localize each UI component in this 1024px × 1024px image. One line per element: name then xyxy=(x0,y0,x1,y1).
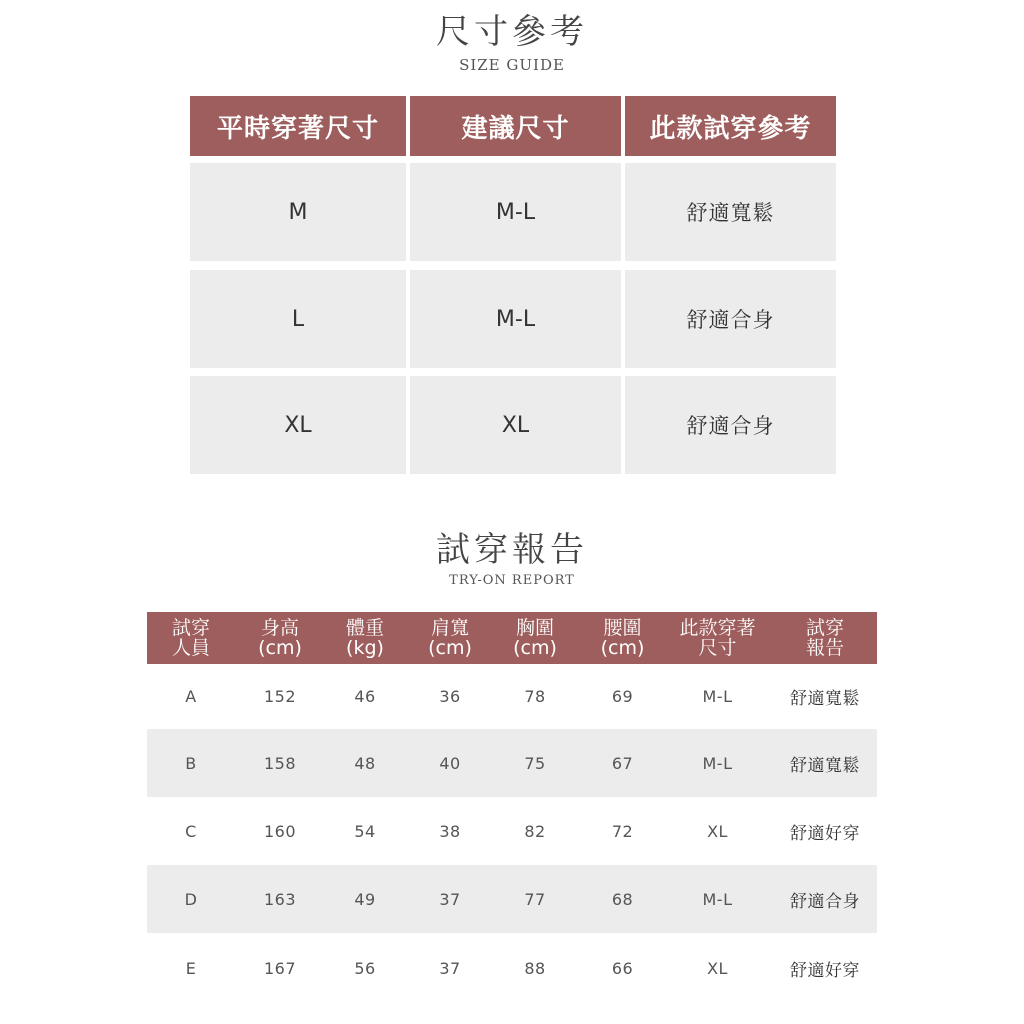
table-row xyxy=(147,797,877,865)
weight-cell: 54 xyxy=(354,821,376,841)
report-cell: 舒適好穿 xyxy=(790,823,860,844)
try-on-header-tester: 試穿 人員 xyxy=(171,617,210,659)
size-guide-title-zh: 尺寸參考 xyxy=(436,12,588,52)
shoulder-cell: 36 xyxy=(439,686,461,706)
waist-cell: 69 xyxy=(611,686,634,706)
weight-cell: 56 xyxy=(354,958,376,978)
size-guide-cell: XL xyxy=(190,376,406,474)
size-guide-header-usual-size: 平時穿著尺寸 xyxy=(190,96,406,156)
size-guide-title-en: SIZE GUIDE xyxy=(459,56,565,74)
size-guide-cell: M xyxy=(190,163,406,261)
tester-cell: C xyxy=(185,821,197,841)
size-guide-header-fit-reference: 此款試穿參考 xyxy=(625,96,836,156)
weight-cell: 46 xyxy=(354,686,376,706)
try-on-header-weight: 體重 (kg) xyxy=(345,617,384,659)
waist-cell: 66 xyxy=(611,958,634,978)
shoulder-cell: 37 xyxy=(439,958,461,978)
size-guide-cell: M-L xyxy=(410,163,621,261)
height-cell: 163 xyxy=(263,889,297,909)
report-cell: 舒適寬鬆 xyxy=(790,688,860,709)
table-row xyxy=(147,729,877,797)
report-cell: 舒適好穿 xyxy=(790,960,860,981)
tester-cell: B xyxy=(185,753,197,773)
report-cell: 舒適合身 xyxy=(790,891,860,912)
size-guide-cell: 舒適寬鬆 xyxy=(625,163,836,261)
size-cell: XL xyxy=(707,958,728,978)
table-row xyxy=(147,662,877,730)
size-cell: M-L xyxy=(702,753,733,773)
try-on-header-waist: 腰圍 (cm) xyxy=(600,617,645,659)
size-cell: M-L xyxy=(702,686,733,706)
weight-cell: 49 xyxy=(354,889,376,909)
waist-cell: 67 xyxy=(611,753,634,773)
try-on-report-title-zh: 試穿報告 xyxy=(436,530,588,570)
size-guide-cell: 舒適合身 xyxy=(625,376,836,474)
size-guide-cell: 舒適合身 xyxy=(625,270,836,368)
size-cell: M-L xyxy=(702,889,733,909)
bust-cell: 75 xyxy=(524,753,546,773)
tester-cell: E xyxy=(185,958,197,978)
shoulder-cell: 38 xyxy=(439,821,461,841)
try-on-header-bust: 胸圍 (cm) xyxy=(513,617,557,659)
try-on-report-title-en: TRY-ON REPORT xyxy=(449,573,575,588)
try-on-header-shoulder: 肩寬 (cm) xyxy=(428,617,472,659)
shoulder-cell: 37 xyxy=(439,889,461,909)
try-on-header-report: 試穿 報告 xyxy=(805,617,844,659)
height-cell: 158 xyxy=(263,753,297,773)
size-guide-cell: M-L xyxy=(410,270,621,368)
bust-cell: 88 xyxy=(524,958,546,978)
bust-cell: 82 xyxy=(524,821,546,841)
height-cell: 160 xyxy=(263,821,297,841)
table-row xyxy=(147,934,877,1002)
shoulder-cell: 40 xyxy=(439,753,461,773)
size-guide-title xyxy=(0,12,1024,74)
size-guide-cell: XL xyxy=(410,376,621,474)
try-on-header-worn-size: 此款穿著 尺寸 xyxy=(679,617,756,659)
height-cell: 167 xyxy=(263,958,297,978)
waist-cell: 68 xyxy=(611,889,634,909)
report-cell: 舒適寬鬆 xyxy=(790,755,860,776)
try-on-report-title xyxy=(0,530,1024,590)
weight-cell: 48 xyxy=(354,753,376,773)
height-cell: 152 xyxy=(263,686,297,706)
size-guide-header-suggested-size: 建議尺寸 xyxy=(410,96,621,156)
table-row xyxy=(147,865,877,933)
tester-cell: A xyxy=(185,686,197,706)
tester-cell: D xyxy=(184,889,198,909)
bust-cell: 77 xyxy=(524,889,546,909)
bust-cell: 78 xyxy=(524,686,546,706)
try-on-header-height: 身高 (cm) xyxy=(258,617,302,659)
size-cell: XL xyxy=(707,821,728,841)
size-guide-cell: L xyxy=(190,270,406,368)
waist-cell: 72 xyxy=(611,821,634,841)
